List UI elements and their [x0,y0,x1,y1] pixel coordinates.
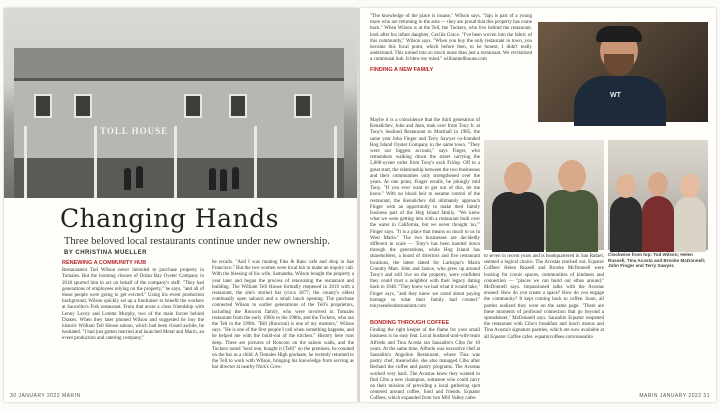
column-text: "The knowledge of the place is insane," Wilson says. "Jaju is part of a young more who are returning to the area — they are proud that this property has come back." When Wilson is at the Tell, the Tuckers, who live behind the restaurant, look after his infant daughter, Cecilia Grace. "I've been woven into the fabric of this community," Wilson says. "When you buy the only restaurant in town, you become this focal point, which before then, to be honest, I didn't really understand. This turned into so much more than just a restaurant. We revitalized a communal hub. It blew my mind." williamtellhouse.com [370,14,532,63]
folio-left: 30 JANUARY 2022 MARIN [10,393,81,399]
article-column-3b [370,118,480,318]
photo-finger-sawyer [484,140,604,250]
folio-right: MARIN JANUARY 2022 31 [639,393,710,399]
section-head-bonding: BONDING THROUGH COFFEE [370,320,450,326]
left-columns [62,260,354,390]
photo-russell-acosta-mcdonnell [608,140,708,250]
column-text: Maybe it is a coincidence that the third generation of Kenalichev, John and Jenn, took over from Tony Jr. at Tony's Seafood Restaurant in Marshall in 1985, the same year John Finger and Terry Sawyer co-founded Hog Island Oyster Company in the same town. "They were our biggest account," says Finger, who remembers walking down the street carrying the 5,000-oyster order from Tony's each Friday. Off to a great start, the relationship between the two businesses and their communities only strengthened over the years. At one point, Finger recalls, he jokingly told Tony, "If you ever want to get out of this, let me know." With no blood heir to assume control of the restaurant, the Kenalichev did ultimately approach Finger with an opportunity to make their family business part of the Hog Island family. "We knew what we were getting into with a restaurant built over the water in California, but we never thought 'no,'" Finger says. "It is a place that means so much to us in West Marin." The two businesses are decidedly different in scale — Tony's has been handed down through the generations, while Hog Island has shareholders, a board of directors and five restaurant locations, the latest slated for Larkspur's Marin Country Mart. John and Janice, who grew up around Tony's and still live on the property, were confident they could trust a neighbor with their legacy dating back to 1948. "They knew we had what it would take," Finger says, "and they knew we cared about paying homage to what their family had created." tonysseafoodrestaurant.com [370,118,480,310]
right-page [360,8,716,402]
column-text: he recalls. "And I was running Fins & Ranc cafe and shop in San Francisco." But the two women were local kin to make an inquiry call. With the blessing of his wife, Samantha, Wilson bought the property a year later and began the process of renovating the restaurant and building. The William Tell House formally reopened in 2019 with a restaurant, the site's storied bar (circa 1877; the county's oldest continually open saloon) and a small lunch opening. The purchase connected Wilson to earlier generations of the Tell's proprietors, including the Ronconi family, who were involved in Tomales restaurant from the early 1960s to the 1980s, and the Tuckers, who ran the Tell in the 1990s. "Bill (Ronconi) is one of my mentors," Wilson says. "He is one of the first people I call when something happens, and he helped me with the build-out of the kitchen." History here runs deep. There are pictures of Ronconi on the saloon walls, and the Tuckers noted "next one, bought it (Tell)" on the premises, he counted on the bar as a child. A Tomales High graduate, he recently returned to the Tell to work with Wilson, bringing his knowledge from serving as bar director at nearby Nick's Cove. [212,260,354,371]
deck: Three beloved local restaurants continue under new ownership. [64,236,330,247]
byline: BY CHRISTINA MUELLER [64,250,148,256]
photo-tod-wilson [538,22,708,122]
headline: Changing Hands [60,204,279,233]
historic-photo [4,8,358,198]
column-text: Restaurateur Tod Wilson never intended to purchase property in Tomales. But the looming closure of Dolan Bay Oyster Company in 2018 spurred him to act on behalf of the company's staff. "They had generations of employees relying on the property," he says, "and all of those people were going to get evicted." Using his event production background, Wilson quickly set up a fundraiser to benefit the workers at Saucelito's Fish restaurant. From that arose a close friendship with Lenny Lavoy and Loretta Murphy, two of the main forces behind Drakes. When they later phoned Wilson and suggested he buy the historic William Tell House saloon, which had been closed awhile, he hesitated. "I had just gotten married and launched Metal and Marin, an event production and catering company," [62,268,204,342]
shirt-logo: WT [610,92,621,99]
article-column-4 [484,254,604,396]
section-head-finding: FINDING A NEW FAMILY [370,66,434,73]
left-page [4,8,358,402]
historic-sign: TOLL HOUSE [100,126,169,136]
column-text: to seven in recent years and is headquartered in San Rafael, seemed a logical choice. The Acostas reached out. Equator Coffees' Helen Russell and Brooke McDonnell were looking for iconic spaces, communities of kindness and connection — "places we can build our ethos around," McDonnell says. Impassioned talks with the Acostas ensued: How do you create a space? How do you engage the community? It kept coming back to coffee. Soon, all parties realized they were on the same page. "There are these moments of profound connection that go beyond a spreadsheet," McDonnell says. Sausalito Equator reopened the restaurant with Cibo's breakfast and lunch menus and Tina Acosta's signature pastries, which are now available at all Equator Coffee cafes. equatorcoffees.com/sausalito [484,254,604,340]
column-text: Finding the right keeper of the flame for your small business is no easy feat. Local husband-and-wife team Alfredo and Tina Acosta ran Sausalito's Cibo for 10 years. At the same time, Alfredo was executive chef at Sausalito's Angelino Restaurant, where Tina was pastry chef, meanwhile, she also managed Cibo after Berland the coffee and pastry programs. The Acostas worked very hard. The Acostas knew they wanted to find Cibo a new champion, someone who could carry on their mission of providing a local gathering spot centered around coffee, food and friends. Equator Coffees, which expanded from two Mill Valley cafes [370,328,480,402]
article-column-1 [62,260,204,390]
section-head-renewing: RENEWING A COMMUNITY HUB [62,260,147,266]
article-column-3a [370,14,532,116]
photo-caption: Clockwise from top: Tod Wilson; Helen Russell, Tina Acosta and Brooke McDonnell; John Finger and Terry Sawyer. [608,252,706,269]
article-column-2 [212,260,354,390]
article-column-3c [370,320,480,402]
